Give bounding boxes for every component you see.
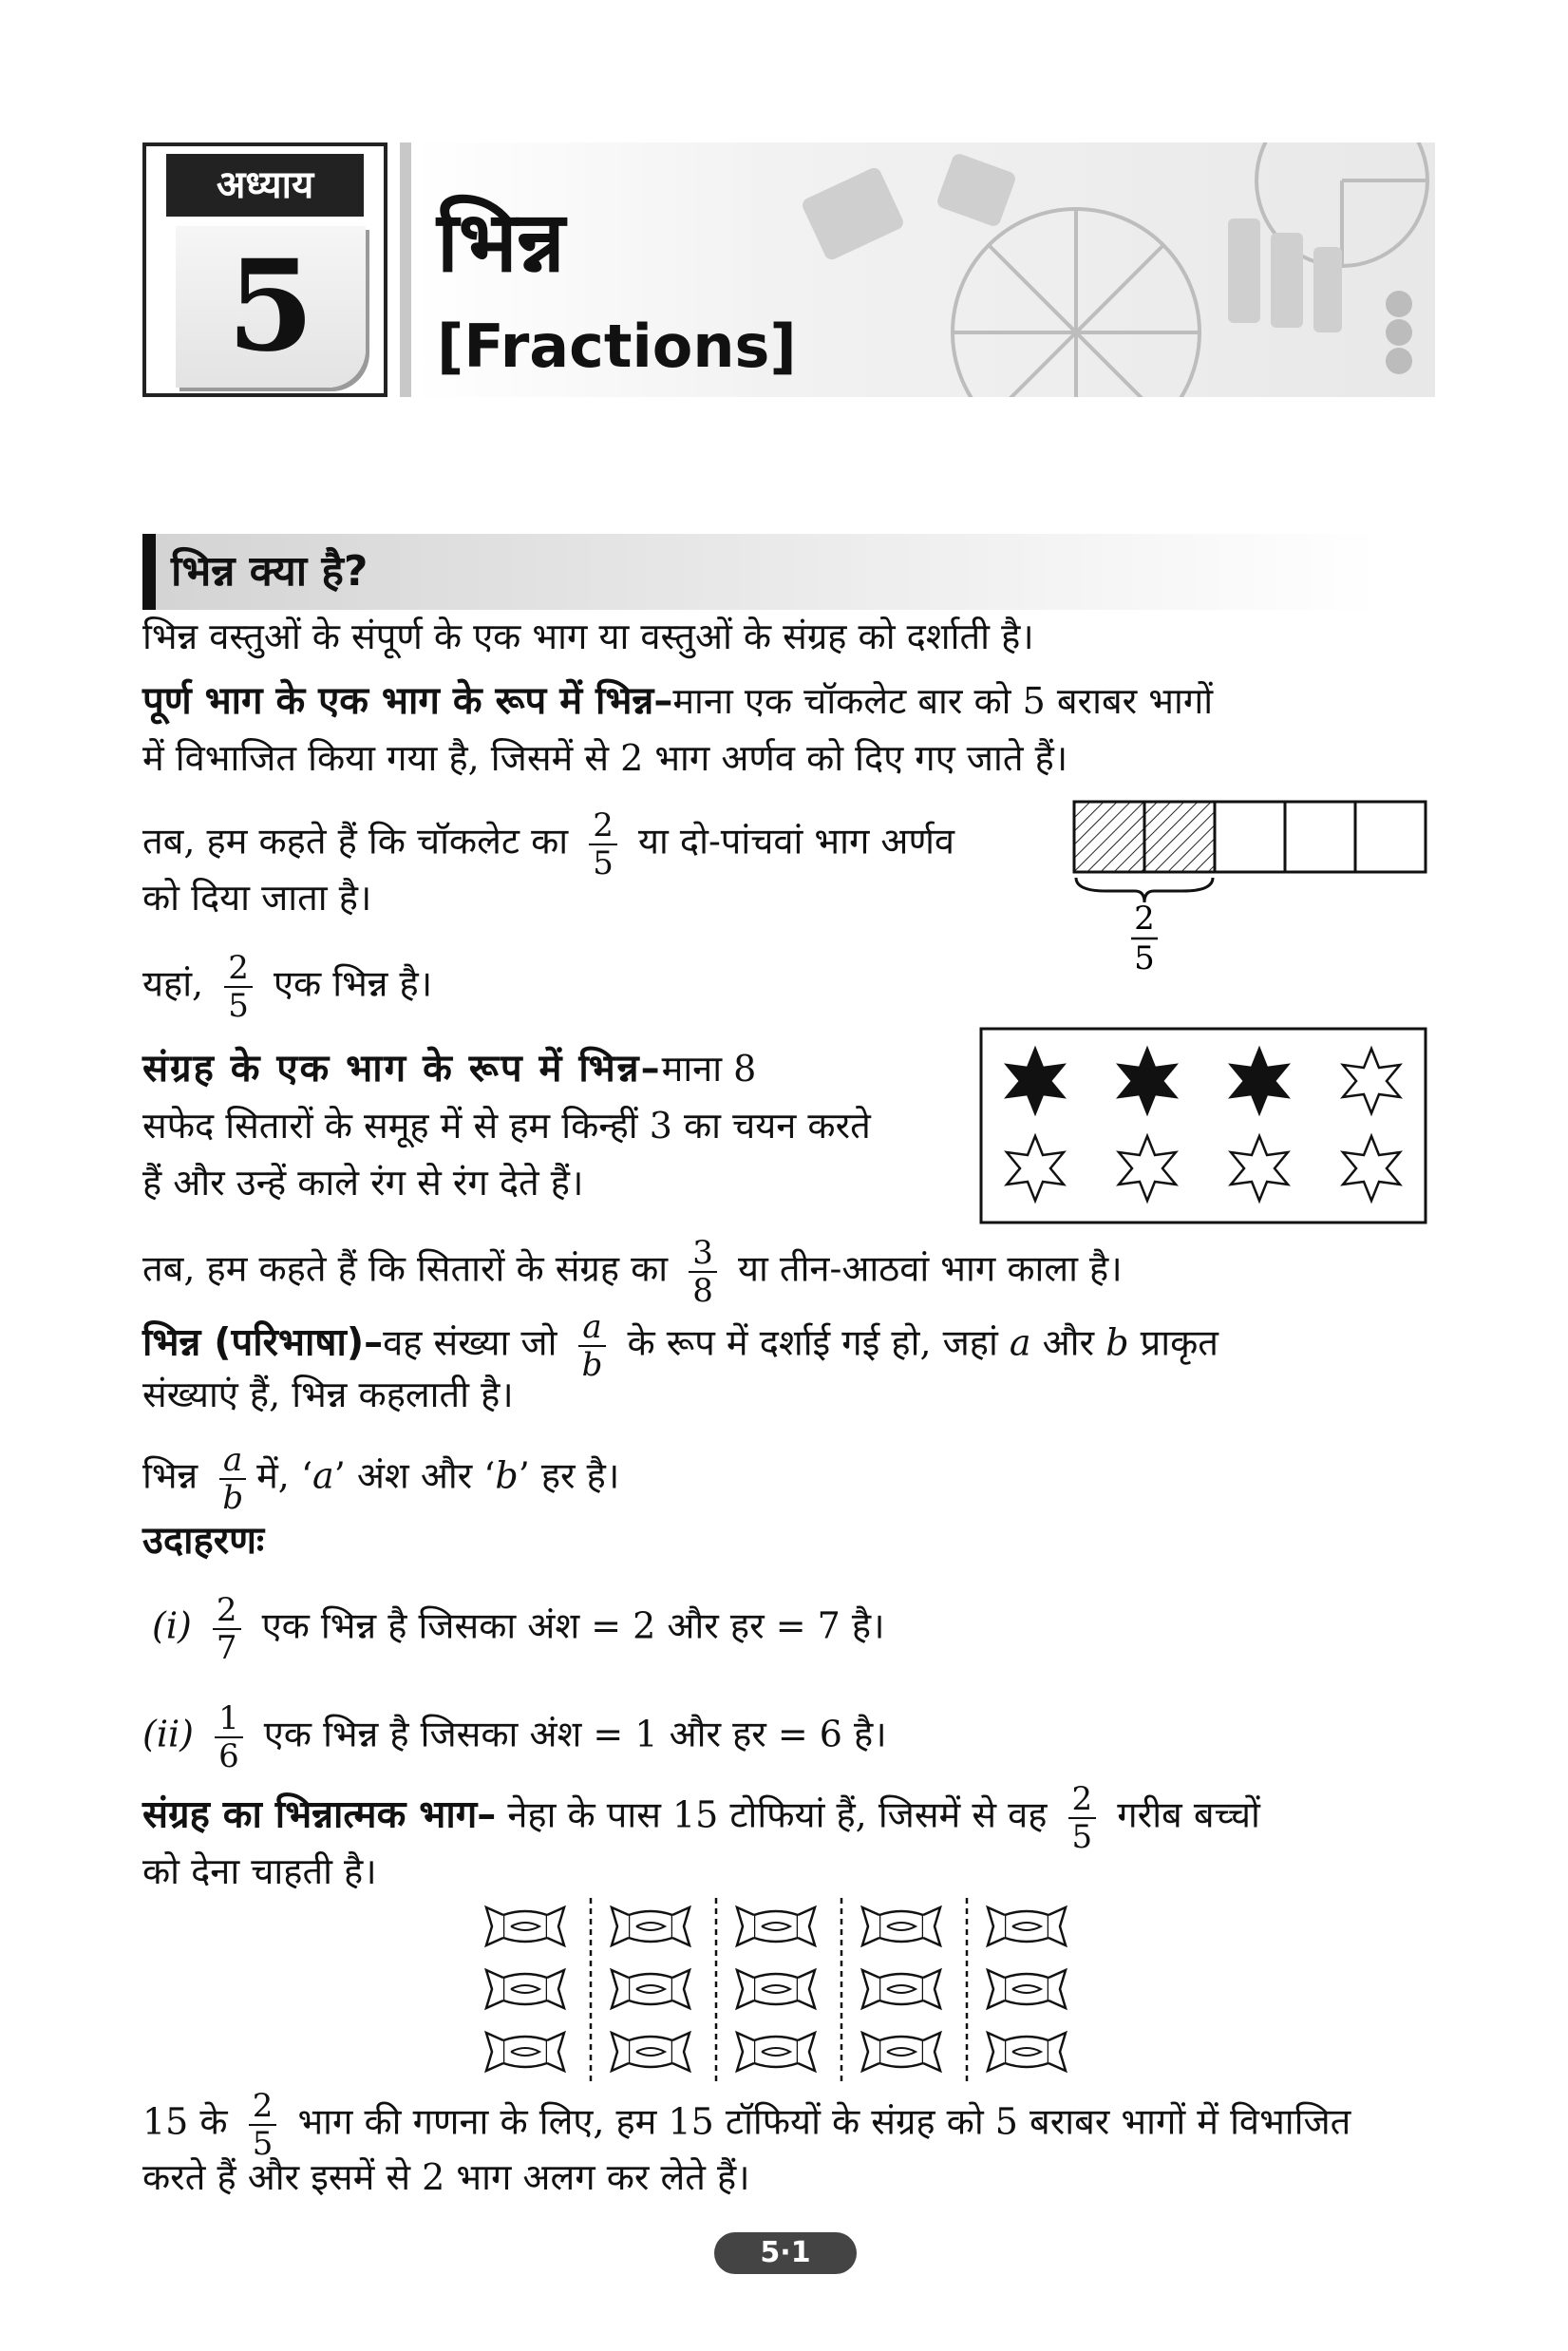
here-text-a: यहां, — [142, 962, 204, 1005]
toffee-icon — [988, 1907, 1066, 2071]
toffee-icon — [737, 1907, 815, 2071]
fractional-part-line2: को देना चाहती है। — [142, 1850, 377, 1892]
toffee-grid-diagram — [475, 1898, 1102, 2088]
fraction-three-eighths: $\frac{3}{8}$ — [689, 1235, 717, 1309]
chocolate-line2: को दिया जाता है। — [142, 877, 372, 919]
chapter-title-english: [Fractions] — [437, 312, 797, 381]
unshaded-part — [1215, 802, 1285, 872]
collection-para-line1 — [142, 1040, 756, 1097]
examples-heading: उदाहरणः — [142, 1519, 265, 1563]
calculation-line2: करते हैं और इसमें से 2 भाग अलग कर लेते हैं। — [142, 2156, 750, 2198]
svg-text:5: 5 — [1134, 939, 1155, 976]
here-text-b: एक भिन्न है। — [273, 962, 433, 1005]
stars-line — [142, 1235, 1123, 1309]
fractional-part-line1: संग्रह का भिन्नात्मक भाग– नेहा के पास 15 टोफियां हैं, जिसमें से वह $\frac{2}{5}$ गरीब बच्चों — [142, 1780, 1260, 1856]
example-1-text: एक भिन्न है जिसका अंश = 2 और हर = 7 है। — [261, 1604, 885, 1647]
header-divider — [400, 142, 411, 397]
collection-para-line2: सफेद सितारों के समूह में से हम किन्हीं 3 का चयन करते — [142, 1105, 871, 1147]
example-1-label: (i) — [152, 1604, 192, 1647]
fractional-part-heading: संग्रह का भिन्नात्मक भाग– — [142, 1792, 497, 1837]
stars-text-a: तब, हम कहते हैं कि सितारों के संग्रह का — [142, 1247, 669, 1290]
calculation-line1: 15 के $\frac{2}{5}$ भाग की गणना के लिए, हम 15 टॉफियों के संग्रह को 5 बराबर भागों में विभाजित — [142, 2087, 1351, 2163]
numerator-denominator-line: भिन्न $\frac{a}{b}$ में, ‘a’ अंश और ‘b’ हर है। — [142, 1441, 620, 1517]
part-whole-heading: पूर्ण भाग के एक भाग के रूप में भिन्न– — [142, 679, 673, 723]
page-number: 5·1 — [714, 2232, 857, 2274]
here-line — [142, 950, 432, 1024]
fraction-two-fifths: $\frac{2}{5}$ — [589, 807, 617, 882]
chapter-number: 5 — [227, 233, 314, 380]
fraction-one-sixth: $\frac{1}{6}$ — [215, 1700, 243, 1774]
collection-heading: संग्रह के एक भाग के रूप में भिन्न– — [142, 1047, 662, 1090]
part-whole-para-line2: में विभाजित किया गया है, जिसमें से 2 भाग अर्णव को दिए गए जाते हैं। — [142, 737, 1068, 779]
fraction-two-sevenths: $\frac{2}{7}$ — [213, 1592, 241, 1666]
svg-text:2: 2 — [1134, 900, 1155, 938]
chocolate-text-a: तब, हम कहते हैं कि चॉकलेट का — [142, 820, 569, 863]
part-whole-text: माना एक चॉकलेट बार को 5 बराबर भागों — [672, 680, 1214, 722]
part-whole-para-line1 — [142, 673, 1213, 730]
toffee-icon — [862, 1907, 940, 2071]
example-1 — [152, 1592, 884, 1666]
example-2 — [142, 1700, 887, 1774]
example-2-label: (ii) — [142, 1713, 194, 1755]
stars-diagram — [978, 1026, 1429, 1225]
unshaded-part — [1285, 802, 1355, 872]
collection-text: माना 8 — [661, 1048, 757, 1090]
unshaded-part — [1355, 802, 1426, 872]
definition-line2: संख्याएं हैं, भिन्न कहलाती है। — [142, 1374, 514, 1415]
shaded-part — [1144, 802, 1215, 872]
fraction-two-fifths-c: $\frac{2}{5}$ — [1068, 1781, 1097, 1855]
section-marker — [142, 534, 156, 610]
chocolate-bar-diagram — [1068, 796, 1434, 976]
intro-text: भिन्न वस्तुओं के संपूर्ण के एक भाग या वस्तुओं के संग्रह को दर्शाती है। — [142, 616, 1034, 657]
toffee-icon — [486, 1907, 564, 2071]
fraction-a-over-b: $\frac{a}{b}$ — [578, 1309, 607, 1383]
collection-para-line3: हैं और उन्हें काले रंग से रंग देते हैं। — [142, 1162, 584, 1204]
section-heading: भिन्न क्या है? — [171, 547, 368, 596]
fraction-a-over-b-b: $\frac{a}{b}$ — [218, 1442, 247, 1516]
toffee-icon — [612, 1907, 690, 2071]
chocolate-text-b: या दो-पांचवां भाग अर्णव — [637, 820, 955, 863]
definition-heading: भिन्न (परिभाषा)– — [142, 1320, 384, 1365]
chapter-label: अध्याय — [166, 154, 364, 217]
shaded-part — [1074, 802, 1144, 872]
fraction-two-fifths-b: $\frac{2}{5}$ — [224, 950, 253, 1024]
stars-text-b: या तीन-आठवां भाग काला है। — [737, 1247, 1123, 1290]
chapter-title-hindi: भिन्न — [437, 193, 565, 291]
fraction-two-fifths-d: $\frac{2}{5}$ — [249, 2088, 277, 2162]
definition-line1: भिन्न (परिभाषा)–वह संख्या जो $\frac{a}{b}$ के रूप में दर्शाई गई हो, जहां a और b प्राकृत — [142, 1308, 1219, 1384]
example-2-text: एक भिन्न है जिसका अंश = 1 और हर = 6 है। — [263, 1713, 887, 1755]
